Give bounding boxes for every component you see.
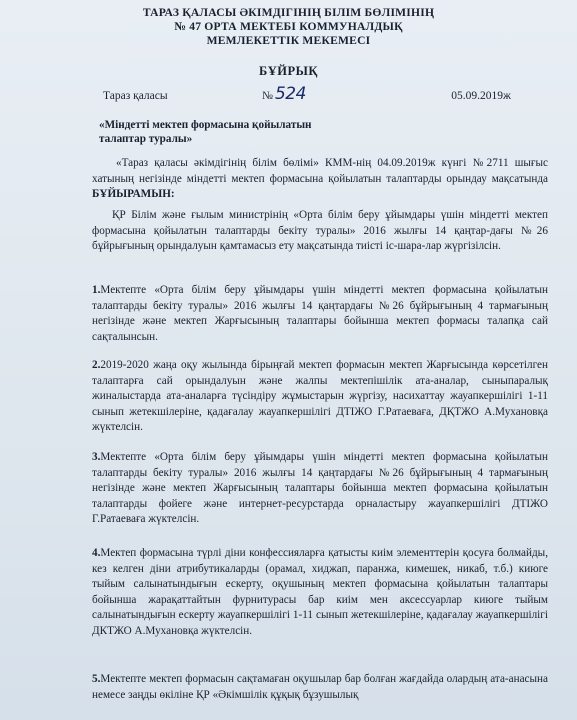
order-item-2 xyxy=(92,358,548,436)
order-number xyxy=(262,84,306,104)
intro-text: «Тараз қаласы әкімдігінің білім бөлімі» КММ-нің 04.09.2019ж күнгі №2711 шығыс хатының негізінде міндетті мектеп формасына қойылатын талаптарды орындау мақсатында xyxy=(92,157,548,185)
order-subject: «Міндетті мектеп формасына қойылатын талаптар туралы» xyxy=(99,119,312,145)
intro-emphasis: БҰЙЫРАМЫН: xyxy=(92,188,175,201)
institution-header xyxy=(0,6,577,48)
order-item-4 xyxy=(92,546,548,640)
purpose-paragraph: ҚР Білім және ғылым министрінің «Орта білім беру ұйымдары үшін міндетті мектеп формасына қойылатын талаптарды бекіту туралы» 2016 жылғы 14 қаңтар-дағы №26 бұйрығының орындалуын қамтамасыз ету мақсатында тиісті іс-шара-лар жүргізілсін. xyxy=(92,209,548,253)
item-text: Мектепте «Орта білім беру ұйымдары үшін міндетті мектеп формасына қойылатын талаптарды бекіту туралы» 2016 жылғы 14 қаңтардағы №26 бұйрығының 4 тармағының негізінде және мектеп Жарғысының талаптары бойынша мектеп формасына қойылатын талаптарды фойеге және интернет-ресурстарда орналастыру жауапкершілігі ДТІЖО Г.Ратаеваға жүктелсін. xyxy=(92,451,548,526)
item-number: 4. xyxy=(92,547,101,559)
header-line-3: МЕМЛЕКЕТТІК МЕКЕМЕСІ xyxy=(206,34,371,47)
item-number: 1. xyxy=(92,284,101,296)
order-date: 05.09.2019ж xyxy=(451,90,511,102)
item-number: 5. xyxy=(92,673,101,685)
order-title: БҰЙРЫҚ xyxy=(259,64,318,78)
header-line-2: № 47 ОРТА МЕКТЕБІ КОММУНАЛДЫҚ xyxy=(174,20,403,33)
order-item-3 xyxy=(92,450,548,528)
intro-paragraph xyxy=(92,156,548,203)
item-text: Мектепте мектеп формасын сақтамаған оқушылар бар болған жағдайда олардың ата-анасына немесе заңды өкіліне ҚР «Әкімшілік құқық бұзушылық xyxy=(92,673,548,701)
item-number: 3. xyxy=(92,451,101,463)
city: Тараз қаласы xyxy=(103,90,168,102)
item-text: Мектепте «Орта білім беру ұйымдары үшін міндетті мектеп формасына қойылатын талаптарды бекіту туралы» 2016 жылғы 14 қаңтардағы №26 бұйрығының 4 тармағының негізінде және мектеп Жарғысының талаптары бойынша мектеп формасы талапқа сай сақталынсын. xyxy=(92,284,548,343)
handwritten-number: 524 xyxy=(274,84,306,104)
order-item-5 xyxy=(92,672,548,703)
item-text: Мектеп формасына түрлі діни конфессияларға қатысты киім элементтерін қосуға болмайды, кез келген діни атрибутикаларды (орамал, хиджап, паранжа, кимешек, никаб, т.б.) киюге тыйым салынатындығын ескерту, оқушының мектеп формасына қойылатын талаптары бойынша жарақаттайтын фурнитурасы бар киім мен аксессуарлар киюге тыйым салынатындығын ескерту жауапкершілігі 1-11 сынып жетекшілеріне, қадағалау жауапкершілігі ДКТЖО А.Мухановқа жүктелсін. xyxy=(92,547,548,637)
item-number: 2. xyxy=(92,359,101,371)
order-item-1 xyxy=(92,283,548,345)
number-label: № xyxy=(262,90,273,102)
header-line-1: ТАРАЗ ҚАЛАСЫ ӘКІМДІГІНІҢ БІЛІМ БӨЛІМІНІҢ xyxy=(142,6,435,19)
item-text: 2019-2020 жаңа оқу жылында бірыңғай мектеп формасын мектеп Жарғысында көрсетілген талаптарға сай орындалуын және жалпы мектепішілік ата-аналар, сыныпаралық жиналыстарда ата-аналарға түсіндіру жұмыстарын жүргізу, насихаттау жауапкершілігі 1-11 сынып жетекшілеріне, қадағалау жауапкершілігі ДТІЖО Г.Ратаеваға, ДҚТЖО А.Мухановқа жүктелсін. xyxy=(92,359,548,434)
